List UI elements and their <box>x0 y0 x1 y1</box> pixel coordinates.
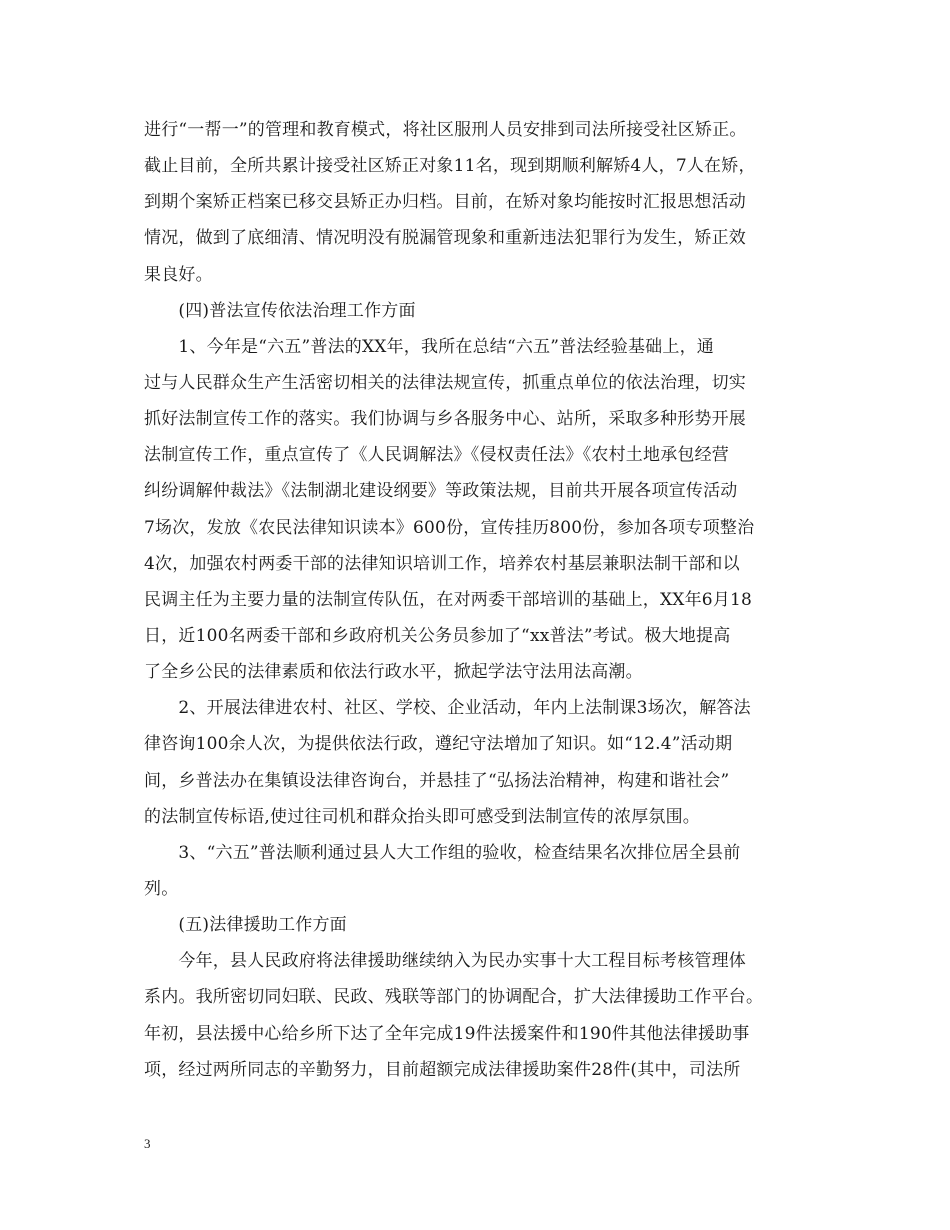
text-line: 7场次，发放《农民法律知识读本》600份，宣传挂历800份，参加各项专项整治 <box>144 517 755 538</box>
text-line: 进行“一帮一”的管理和教育模式，将社区服刑人员安排到司法所接受社区矫正。 <box>144 120 747 140</box>
text-line: 的法制宣传标语,使过往司机和群众抬头即可感受到法制宣传的浓厚氛围。 <box>144 806 701 827</box>
text-line: 民调主任为主要力量的法制宣传队伍，在对两委干部培训的基础上，XX年6月18 <box>144 589 753 610</box>
text-line: 抓好法制宣传工作的落实。我们协调与乡各服务中心、站所，采取多种形势开展 <box>144 409 746 430</box>
text-line: 项，经过两所同志的辛勤努力，目前超额完成法律援助案件28件(其中，司法所 <box>144 1059 741 1080</box>
body-text <box>144 112 814 1088</box>
page-number: 3 <box>144 1136 151 1151</box>
text-line: 情况，做到了底细清、情况明没有脱漏管现象和重新违法犯罪行为发生，矫正效 <box>144 228 746 249</box>
text-line: 果良好。 <box>144 264 213 285</box>
text-line: 列。 <box>144 878 179 899</box>
text-line: 截止目前，全所共累计接受社区矫正对象11名，现到期顺利解矫4人，7人在矫， <box>144 156 756 177</box>
text-line: 1、今年是“六五”普法的XX年，我所在总结“六五”普法经验基础上，通 <box>144 336 714 357</box>
text-line: 过与人民群众生产生活密切相关的法律法规宣传，抓重点单位的依法治理，切实 <box>144 372 746 393</box>
text-line: 到期个案矫正档案已移交县矫正办归档。目前，在矫对象均能按时汇报思想活动 <box>144 192 746 213</box>
text-line: 间，乡普法办在集镇设法律咨询台，并悬挂了“弘扬法治精神，构建和谐社会” <box>144 770 730 791</box>
text-line: 纠纷调解仲裁法》《法制湖北建设纲要》等政策法规，目前共开展各项宣传活动 <box>144 481 738 502</box>
text-line: 2、开展法律进农村、社区、学校、企业活动，年内上法制课3场次，解答法 <box>144 698 751 719</box>
section-heading: (五)法律援助工作方面 <box>144 915 347 936</box>
section-heading: (四)普法宣传依法治理工作方面 <box>144 300 416 321</box>
text-line: 日，近100名两委干部和乡政府机关公务员参加了“xx普法”考试。极大地提高 <box>144 625 731 646</box>
text-line: 今年，县人民政府将法律援助继续纳入为民办实事十大工程目标考核管理体 <box>144 951 746 972</box>
text-line: 4次，加强农村两委干部的法律知识培训工作，培养农村基层兼职法制干部和以 <box>144 553 740 574</box>
text-line: 了全乡公民的法律素质和依法行政水平，掀起学法守法用法高潮。 <box>144 662 643 683</box>
text-line: 3、“六五”普法顺利通过县人大工作组的验收，检查结果名次排位居全县前 <box>144 842 741 863</box>
text-line: 律咨询100余人次，为提供依法行政，遵纪守法增加了知识。如“12.4”活动期 <box>144 734 733 755</box>
text-line: 法制宣传工作，重点宣传了《人民调解法》《侵权责任法》《农村土地承包经营 <box>144 445 729 466</box>
text-line: 系内。我所密切同妇联、民政、残联等部门的协调配合，扩大法律援助工作平台。 <box>144 987 764 1008</box>
text-line: 年初，县法援中心给乡所下达了全年完成19件法援案件和190件其他法律援助事 <box>144 1023 750 1044</box>
